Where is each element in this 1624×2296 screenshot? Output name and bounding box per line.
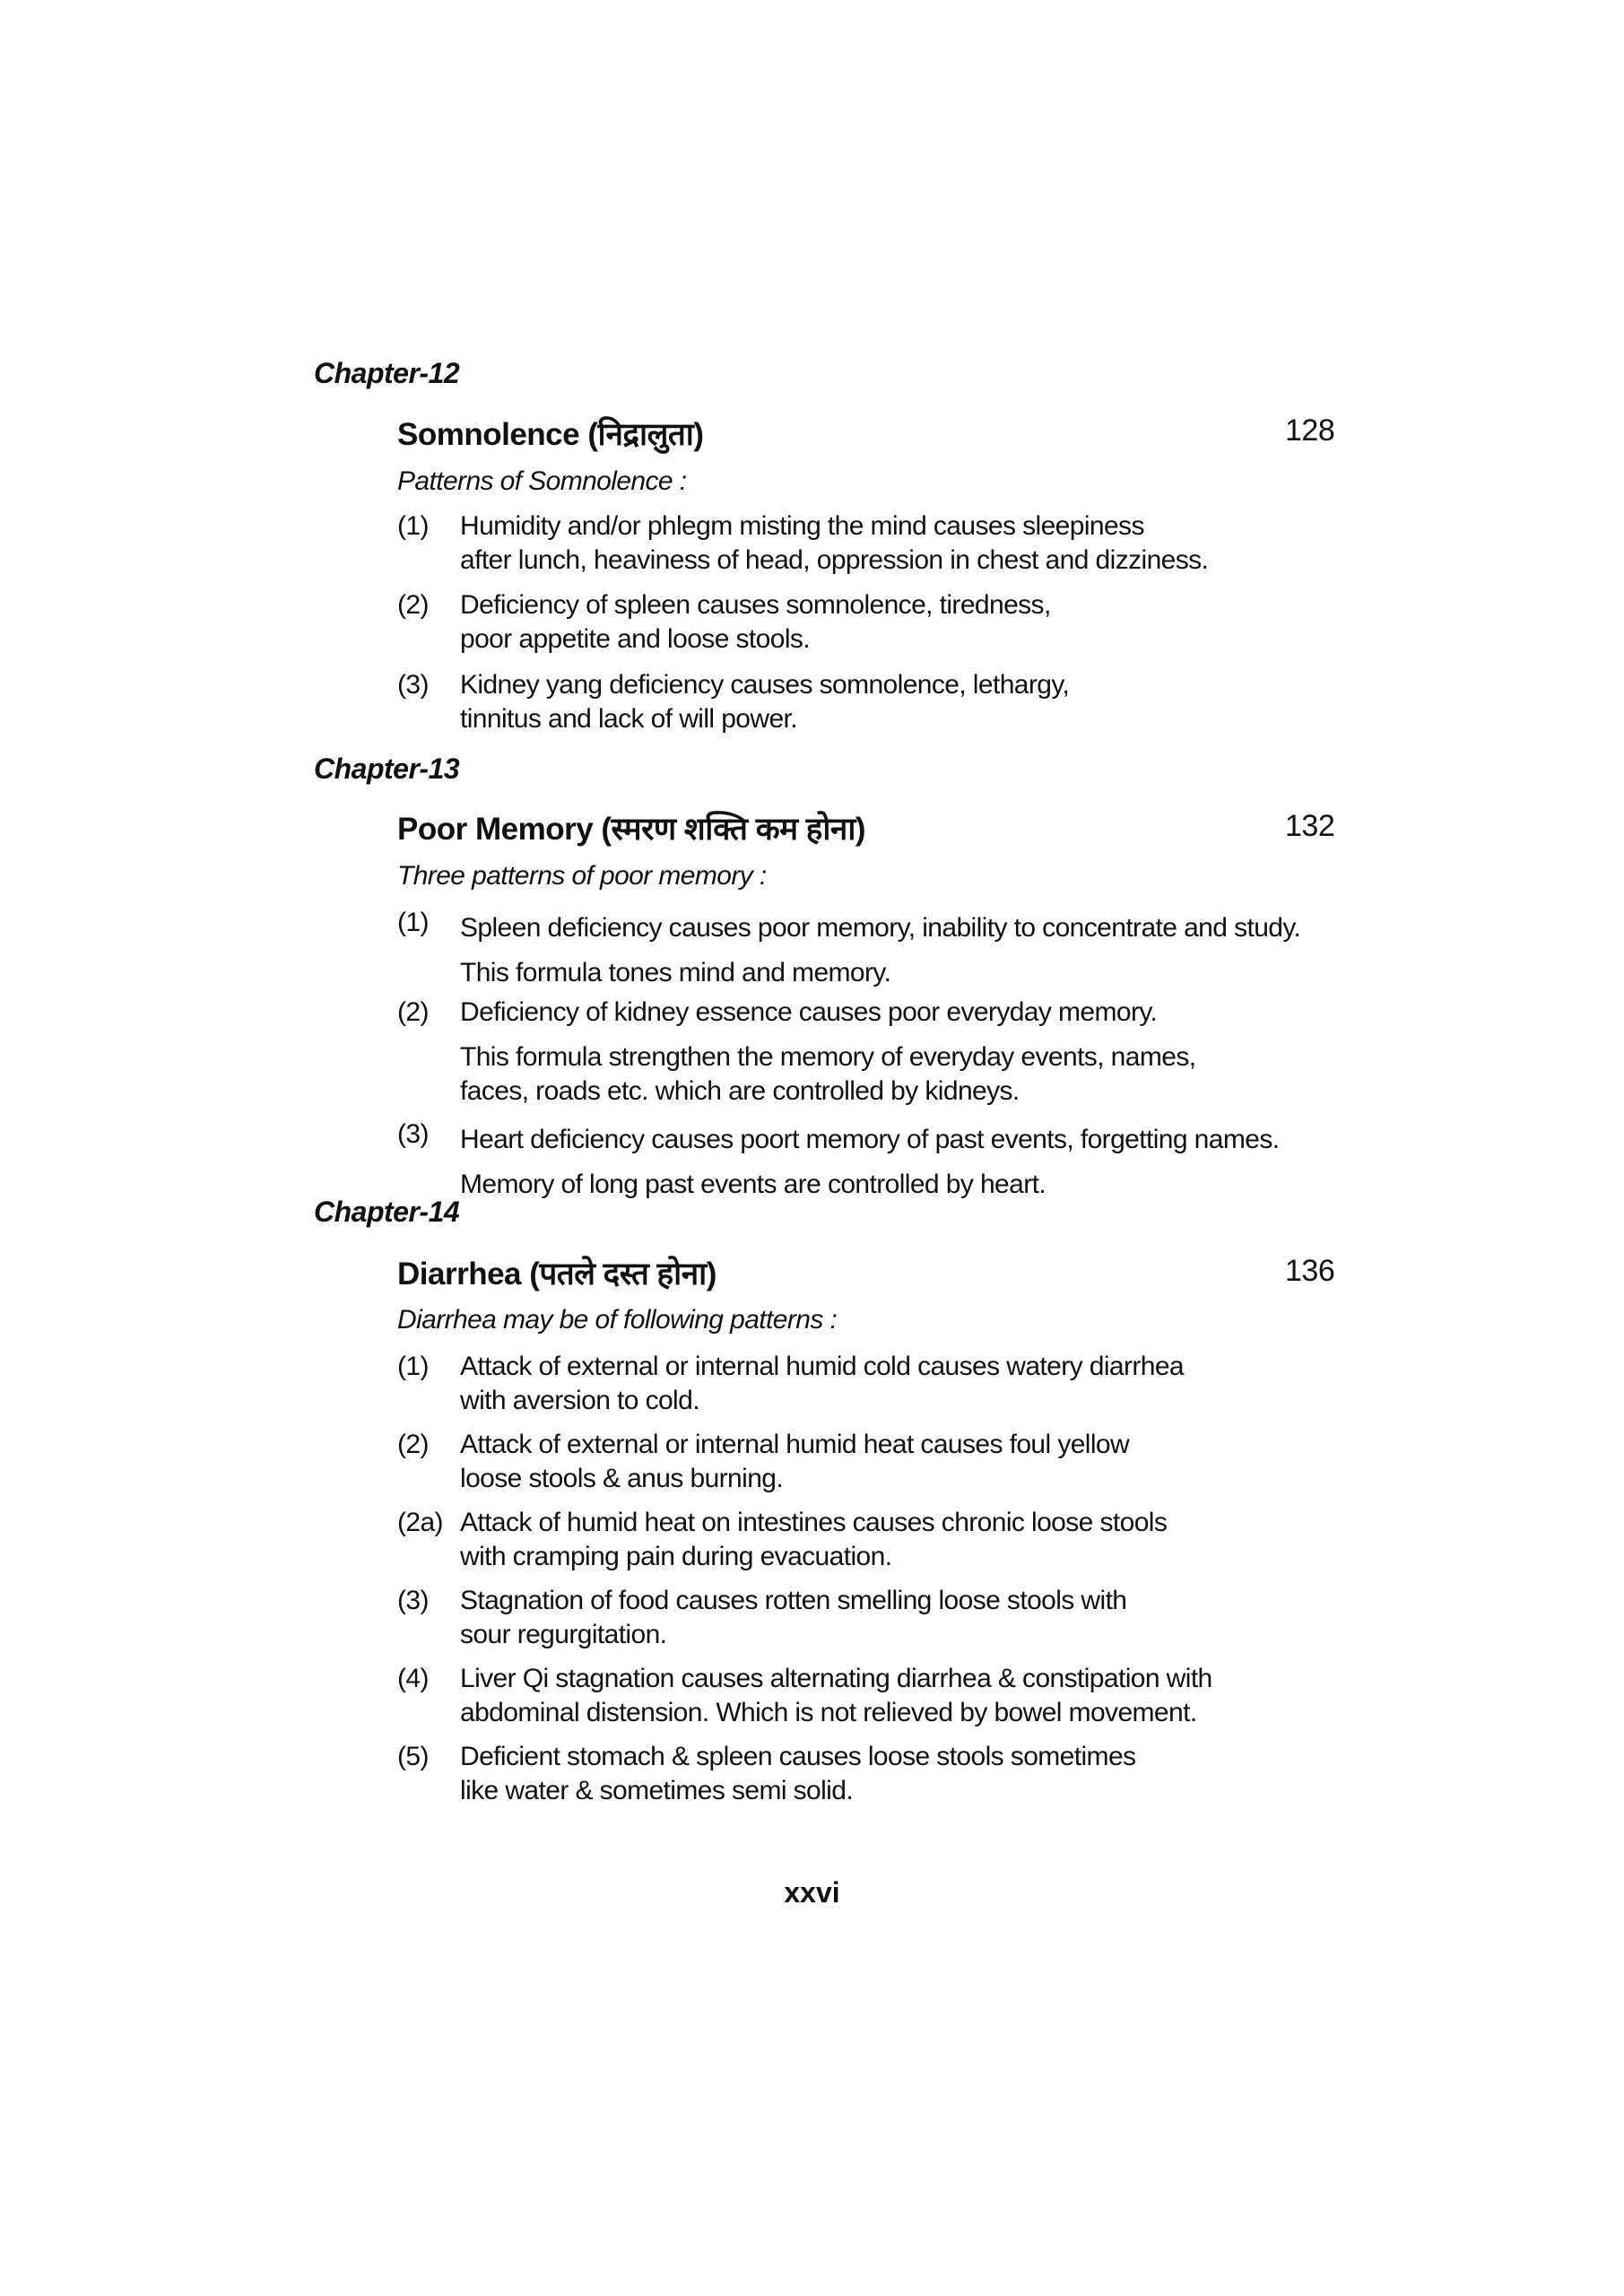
item-text-line: loose stools & anus burning. [460,1464,784,1493]
item-text-line: Deficient stomach & spleen causes loose stools sometimes [460,1742,1136,1771]
item-text-line: Humidity and/or phlegm misting the mind causes sleepiness [460,511,1144,541]
item-text-line: This formula tones mind and memory. [460,958,891,987]
item-number: (2) [397,1430,429,1459]
item-text-line: Stagnation of food causes rotten smelling loose stools with [460,1586,1127,1615]
page-number: 136 [1285,1254,1335,1288]
item-text-line: Liver Qi stagnation causes alternating diarrhea & constipation with [460,1664,1212,1693]
item-text-line: with aversion to cold. [460,1386,699,1415]
item-text-line: like water & sometimes semi solid. [460,1776,854,1805]
item-number: (2) [397,997,429,1027]
item-text-line: Attack of external or internal humid cold causes watery diarrhea [460,1352,1185,1381]
item-text-line: Deficiency of kidney essence causes poor everyday memory. [460,997,1158,1027]
page-folio: xxvi [784,1876,840,1909]
patterns-intro: Three patterns of poor memory : [397,861,767,891]
item-text-line: faces, roads etc. which are controlled by kidneys. [460,1076,1020,1106]
item-text-line: poor appetite and loose stools. [460,624,811,654]
item-text-line: This formula strengthen the memory of everyday events, names, [460,1042,1196,1072]
chapter-label: Chapter-14 [314,1196,460,1228]
item-text-line: with cramping pain during evacuation. [460,1542,892,1571]
item-text-line: Deficiency of spleen causes somnolence, tiredness, [460,590,1051,620]
page-number: 128 [1285,413,1335,448]
item-number: (2) [397,590,429,620]
item-number: (2a) [397,1508,443,1537]
chapter-label: Chapter-13 [314,752,460,785]
item-text-line: Kidney yang deficiency causes somnolence, lethargy, [460,670,1070,700]
item-text-line: after lunch, heaviness of head, oppression in chest and dizziness. [460,545,1209,575]
item-text-line: sour regurgitation. [460,1620,667,1649]
item-text-line: Spleen deficiency causes poor memory, inability to concentrate and study. [460,913,1301,943]
item-number: (3) [397,1119,429,1149]
item-number: (1) [397,908,429,937]
patterns-intro: Diarrhea may be of following patterns : [397,1305,838,1335]
item-text-line: Memory of long past events are controlled by heart. [460,1170,1046,1199]
item-text-line: Heart deficiency causes poort memory of past events, forgetting names. [460,1125,1280,1154]
chapter-title: Poor Memory (स्मरण शक्ति कम होना) [397,812,866,847]
item-number: (3) [397,1586,429,1615]
item-number: (1) [397,511,429,541]
item-number: (5) [397,1742,429,1771]
item-number: (4) [397,1664,429,1693]
item-text-line: tinnitus and lack of will power. [460,704,798,734]
patterns-intro: Patterns of Somnolence : [397,466,687,496]
item-number: (1) [397,1352,429,1381]
chapter-title: Somnolence (निद्रालुता) [397,417,704,452]
item-number: (3) [397,670,429,700]
item-text-line: Attack of external or internal humid heat causes foul yellow [460,1430,1130,1459]
chapter-title: Diarrhea (पतले दस्त होना) [397,1257,716,1292]
item-text-line: abdominal distension. Which is not relieved by bowel movement. [460,1698,1197,1727]
chapter-label: Chapter-12 [314,357,460,389]
item-text-line: Attack of humid heat on intestines causes chronic loose stools [460,1508,1168,1537]
page-number: 132 [1285,809,1335,843]
